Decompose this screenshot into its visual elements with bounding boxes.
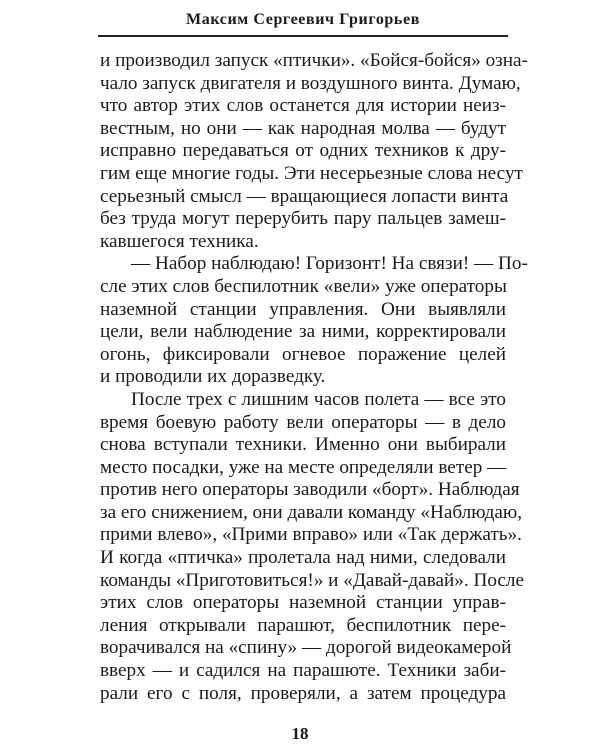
text-line: огонь, фиксировали огневое поражение целей	[100, 343, 506, 365]
text-line: что автор этих слов останется для истории неиз-	[100, 95, 506, 117]
text-line: за его снижением, они давали команду «Наблюдаю,	[100, 501, 523, 523]
text-line: цели, вели наблюдение за ними, корректировали	[100, 321, 506, 343]
running-header: Максим Сергеевич Григорьев	[186, 11, 420, 28]
text-line: место посадки, уже на месте определяли ветер —	[100, 456, 507, 478]
text-line: серьезный смысл — вращающиеся лопасти винта	[100, 185, 509, 207]
text-line: снова вступали техники. Именно они выбирали	[100, 434, 506, 456]
text-line: против него операторы заводили «борт». Наблюдая	[100, 479, 520, 501]
text-line: ворачивался на «спину» — дорогой видеокамерой	[100, 637, 512, 659]
text-line: сле этих слов беспилотник «вели» уже операторы	[100, 275, 507, 297]
text-line: рали его с поля, проверяли, а затем процедура	[100, 682, 506, 704]
text-line: прими влево», «Прими вправо» или «Так держать».	[100, 524, 522, 546]
page-body-text	[100, 50, 528, 705]
text-line: без труда могут перерубить пару пальцев замеш-	[100, 208, 506, 230]
text-line: чало запуск двигателя и воздушного винта. Думаю,	[100, 72, 521, 94]
text-line: исправно передаваться от одних техников к дру-	[100, 140, 506, 162]
text-line: и проводили их доразведку.	[100, 366, 326, 388]
page-number: 18	[291, 724, 309, 743]
text-line: вестным, но они — как народная молва — будут	[100, 117, 506, 139]
text-line: наземной станции управления. Они выявляли	[100, 298, 506, 320]
text-line: вверх — и садился на парашюте. Техники заби-	[100, 660, 506, 682]
text-line: После трех с лишним часов полета — все это	[131, 388, 506, 410]
text-line: и производил запуск «птички». «Бойся-бойся» озна-	[100, 50, 528, 71]
text-line: ления открывали парашют, беспилотник пере-	[100, 614, 506, 636]
text-line: И когда «птичка» пролетала над ними, следовали	[100, 547, 506, 569]
text-line: этих слов операторы наземной станции управ-	[100, 592, 506, 614]
text-line: кавшегося техника.	[100, 230, 259, 252]
text-line: — Набор наблюдаю! Горизонт! На связи! — По-	[131, 253, 528, 275]
text-line: гим еще многие годы. Эти несерьезные слова несут	[100, 162, 523, 184]
text-line: время боевую работу вели операторы — в дело	[100, 411, 506, 433]
text-line: команды «Приготовиться!» и «Давай-давай». После	[100, 569, 525, 591]
header-rule	[98, 35, 508, 37]
